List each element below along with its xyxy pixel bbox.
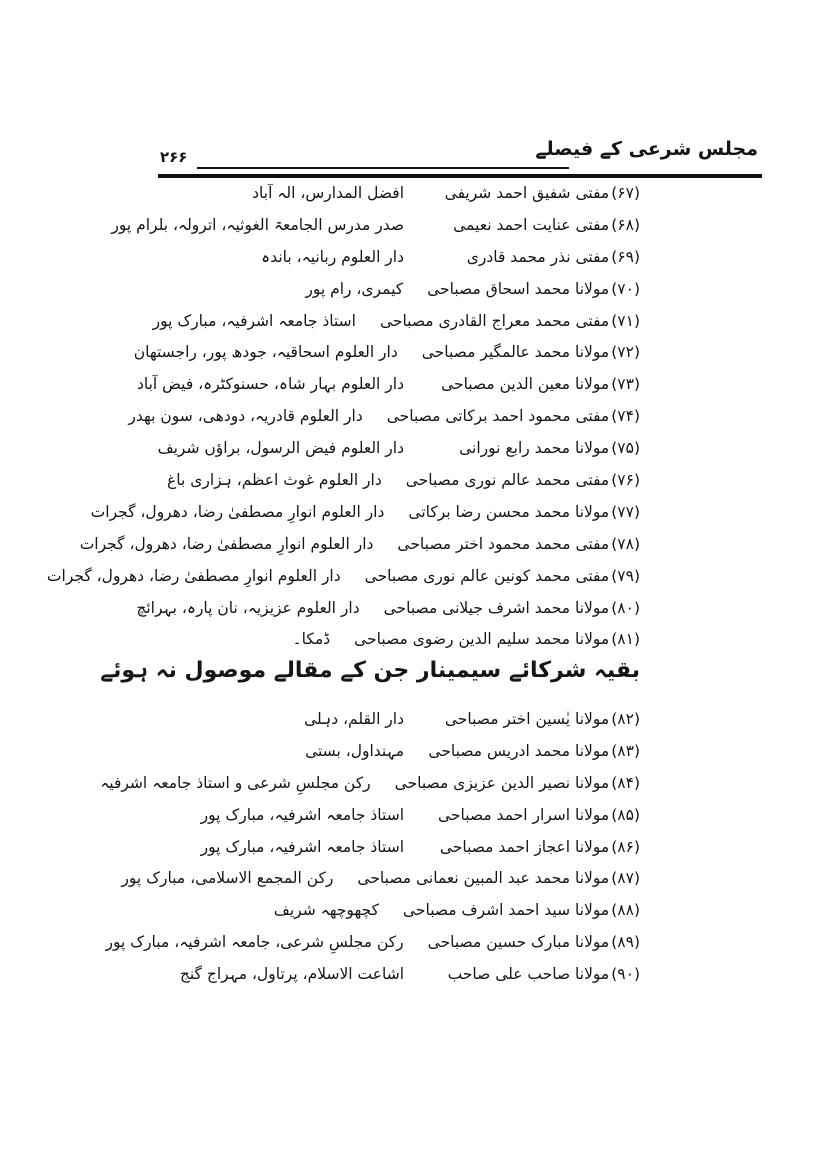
entry-row	[90, 496, 640, 528]
entry-number: (۷۹)	[611, 566, 640, 585]
entry-ref	[428, 838, 640, 856]
entry-location: افضل المدارس، الہ آباد	[252, 183, 404, 202]
entry-number: (۷۷)	[611, 502, 640, 521]
entry-location: استاذ جامعہ اشرفیہ، مبارک پور	[152, 311, 356, 330]
entry-location: دار العلوم ربانیہ، باندہ	[261, 247, 404, 266]
entry-location: رکن مجلسِ شرعی و استاذ جامعہ اشرفیہ	[100, 773, 371, 792]
entry-number: (۸۶)	[611, 837, 640, 856]
entry-location: دار العلوم قادریہ، دودھی، سون بھدر	[128, 407, 363, 426]
entry-row	[132, 592, 640, 624]
entry-row	[132, 464, 640, 496]
entry-location: استاذ جامعہ اشرفیہ، مبارک پور	[200, 837, 404, 856]
entry-ref	[357, 869, 640, 887]
entry-location: دار العلوم اسحاقیہ، جودھ پور، راجستھان	[133, 343, 398, 362]
entry-ref	[428, 965, 640, 983]
entry-name: مفتی شفیق احمد شریفی	[444, 183, 610, 202]
entry-location: ڈمکا۔	[292, 630, 331, 649]
entry-row	[132, 799, 640, 831]
entry-location: دار العلوم انوارِ مصطفیٰ رضا، دھرول، گجرات	[90, 502, 385, 521]
entry-number: (۷۶)	[611, 470, 640, 489]
entry-row	[132, 432, 640, 464]
entry-location: رکن مجلسِ شرعی، جامعہ اشرفیہ، مبارک پور	[105, 933, 404, 952]
entry-name: مولانا اعجاز احمد مصباحی	[439, 837, 610, 856]
entry-name: مولانا محمد اشرف جیلانی مصباحی	[383, 598, 610, 617]
entry-name: مولانا محمد اسحاق مصباحی	[427, 279, 610, 298]
entry-number: (۸۷)	[611, 869, 640, 888]
entry-name: مولانا محمد محسن رضا برکاتی	[408, 502, 610, 521]
entry-ref	[428, 184, 640, 202]
entry-name: مولانا محمد عبد المبین نعمانی مصباحی	[357, 869, 610, 888]
entry-name: مولانا معین الدین مصباحی	[441, 375, 610, 394]
entry-number: (۸۱)	[611, 630, 640, 649]
entry-number: (۸۹)	[611, 933, 640, 952]
entry-row	[132, 305, 640, 337]
entry-row	[132, 894, 640, 926]
entry-name: مولانا اسرار احمد مصباحی	[437, 805, 610, 824]
entry-ref	[428, 933, 640, 951]
entry-ref	[428, 710, 640, 728]
entry-name: مفتی عنایت احمد نعیمی	[453, 215, 610, 234]
entry-name: مولانا محمد سلیم الدین رضوی مصباحی	[354, 630, 610, 649]
entry-number: (۷۰)	[611, 279, 640, 298]
entry-location: دار العلوم بہار شاہ، حسنوکٹرہ، فیض آباد	[136, 375, 404, 394]
entry-location: اشاعت الاسلام، پرتاول، مہراج گنج	[179, 965, 404, 984]
entry-row	[132, 703, 640, 735]
page-header-title: مجلس شرعی کے فیصلے	[535, 138, 758, 160]
entry-location: دار العلوم غوث اعظم، ہزاری باغ	[167, 470, 382, 489]
entry-number: (۸۰)	[611, 598, 640, 617]
entry-ref	[428, 216, 640, 234]
entry-number: (۸۸)	[611, 901, 640, 920]
entry-name: مولانا محمد عالمگیر مصباحی	[421, 343, 610, 362]
entry-ref	[397, 535, 640, 553]
entry-row	[132, 177, 640, 209]
entry-row	[121, 862, 640, 894]
entry-ref	[406, 471, 640, 489]
entry-location: رکن المجمع الاسلامی، مبارک پور	[121, 869, 334, 888]
entry-row	[132, 958, 640, 990]
entry-location: دار القلم، دہلی	[304, 709, 404, 728]
entry-ref	[428, 248, 640, 266]
entry-number: (۷۸)	[611, 534, 640, 553]
entry-number: (۷۲)	[611, 343, 640, 362]
section-heading: بقیہ شرکائے سیمینار جن کے مقالے موصول نہ ہوئے	[100, 658, 640, 683]
entry-row	[128, 400, 640, 432]
entry-ref	[428, 806, 640, 824]
participants-list-bottom	[100, 703, 640, 990]
entry-location: دار العلوم انوارِ مصطفیٰ رضا، دھرول، گجرات	[79, 534, 374, 553]
entry-row	[132, 735, 640, 767]
page-number: ۲۶۶	[160, 148, 188, 166]
entry-ref	[428, 375, 640, 393]
entry-number: (۶۸)	[611, 215, 640, 234]
entry-number: (۸۴)	[611, 773, 640, 792]
entry-row	[100, 767, 640, 799]
entry-name: مفتی محمد محمود اختر مصباحی	[397, 534, 610, 553]
entry-number: (۶۹)	[611, 247, 640, 266]
entry-row	[132, 336, 640, 368]
entry-ref	[408, 503, 640, 521]
entry-number: (۷۳)	[611, 375, 640, 394]
entry-location: دار العلوم فیض الرسول، براؤں شریف	[157, 439, 404, 458]
entry-row	[105, 926, 640, 958]
entry-ref	[384, 599, 640, 617]
entry-location: صدر مدرس الجامعۃ الغوثیہ، اترولہ، بلرام پور	[111, 215, 404, 234]
entry-row	[46, 560, 640, 592]
entry-ref	[428, 742, 640, 760]
participants-list-top	[46, 177, 640, 655]
entry-name: مولانا سید احمد اشرف مصباحی	[402, 901, 610, 920]
entry-number: (۹۰)	[611, 965, 640, 984]
entry-location: دار العلوم عزیزیہ، نان پارہ، بہرائچ	[136, 598, 360, 617]
entry-number: (۷۱)	[611, 311, 640, 330]
entry-name: مولانا محمد ادریس مصباحی	[428, 741, 610, 760]
entry-row	[132, 241, 640, 273]
entry-ref	[387, 407, 640, 425]
entry-location: استاذ جامعہ اشرفیہ، مبارک پور	[200, 805, 404, 824]
entry-number: (۷۵)	[611, 439, 640, 458]
entry-row	[132, 623, 640, 655]
entry-ref	[395, 774, 640, 792]
entry-ref	[422, 343, 640, 361]
entry-name: مفتی نذر محمد قادری	[466, 247, 610, 266]
entry-location: کیمری، رام پور	[305, 279, 404, 298]
entry-row	[132, 273, 640, 305]
entry-name: مولانا صاحب علی صاحب	[447, 965, 610, 984]
entry-number: (۶۷)	[611, 183, 640, 202]
entry-name: مفتی محمد کونین عالم نوری مصباحی	[364, 566, 610, 585]
entry-ref	[380, 312, 640, 330]
entry-name: مفتی محمد عالم نوری مصباحی	[405, 470, 610, 489]
entry-ref	[428, 439, 640, 457]
entry-row	[132, 368, 640, 400]
entry-number: (۷۴)	[611, 407, 640, 426]
entry-ref	[403, 901, 640, 919]
entry-name: مولانا یٰسین اختر مصباحی	[444, 709, 610, 728]
entry-ref	[365, 567, 640, 585]
entry-name: مفتی محمد معراج القادری مصباحی	[379, 311, 610, 330]
entry-name: مولانا محمد رابع نورانی	[459, 439, 610, 458]
entry-number: (۸۲)	[611, 709, 640, 728]
entry-number: (۸۵)	[611, 805, 640, 824]
entry-location: کچھوچھہ شریف	[273, 901, 379, 920]
entry-row	[79, 528, 640, 560]
entry-ref	[427, 280, 640, 298]
header-rule-thin	[197, 167, 569, 169]
entry-row	[132, 831, 640, 863]
entry-ref	[354, 630, 640, 648]
entry-name: مولانا نصیر الدین عزیزی مصباحی	[394, 773, 610, 792]
entry-location: دار العلوم انوارِ مصطفیٰ رضا، دھرول، گجرات	[46, 566, 341, 585]
entry-number: (۸۳)	[611, 741, 640, 760]
entry-name: مفتی محمود احمد برکاتی مصباحی	[386, 407, 610, 426]
entry-location: مہنداول، بستی	[305, 741, 404, 760]
entry-name: مولانا مبارک حسین مصباحی	[427, 933, 610, 952]
entry-row	[111, 209, 640, 241]
